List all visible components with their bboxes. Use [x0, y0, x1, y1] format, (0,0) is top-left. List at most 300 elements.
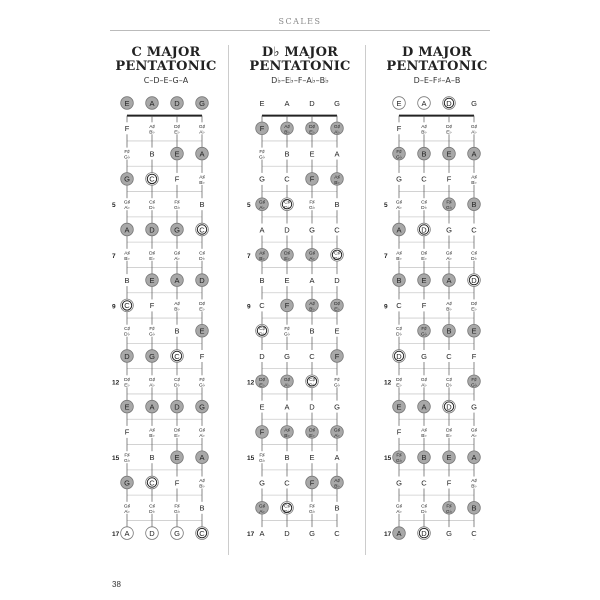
page-number: 38: [112, 580, 121, 589]
note-label-sharp: A♯: [174, 301, 180, 307]
note-label-flat: A♭: [334, 433, 340, 439]
note-label: C: [309, 351, 315, 361]
note-label: D: [446, 98, 452, 108]
scale-panel-c-major: [106, 46, 226, 87]
note-label: E: [174, 453, 180, 462]
note-label: B: [124, 275, 130, 285]
note-label-sharp: C♯: [149, 504, 155, 510]
note-label: D: [396, 351, 402, 361]
note-label-sharp: F♯: [396, 150, 402, 156]
note-label: A: [421, 98, 427, 108]
note-label: D: [446, 402, 452, 412]
note-label: A: [149, 98, 155, 108]
note-label-sharp: G♯: [333, 124, 341, 130]
note-label: A: [421, 402, 427, 412]
note-label-sharp: G♯: [148, 377, 156, 383]
note-label-sharp: A♯: [309, 301, 315, 307]
note-label-sharp: D♯: [446, 428, 452, 434]
note-label: G: [259, 174, 265, 184]
note-label: A: [199, 453, 205, 462]
note-label-flat: G♭: [446, 509, 452, 515]
note-label-sharp: A♯: [421, 428, 427, 434]
fret-number: 7: [112, 252, 116, 260]
note-label-sharp: A♯: [396, 251, 402, 257]
note-label-sharp: D♯: [199, 301, 205, 307]
fret-number: 17: [247, 531, 255, 539]
note-label-sharp: G♯: [395, 200, 403, 206]
note-label-sharp: G♯: [420, 377, 428, 383]
note-label-flat: E♭: [174, 433, 180, 439]
note-label-flat: G♭: [446, 206, 452, 212]
fret-number: 15: [384, 455, 392, 463]
note-label: D: [309, 98, 315, 108]
note-label-sharp: A♯: [199, 175, 205, 181]
note-label: C: [284, 478, 290, 488]
note-label: B: [149, 149, 155, 159]
note-label-sharp: F♯: [446, 504, 452, 510]
scale-title: [240, 46, 360, 74]
note-label-sharp: F♯: [309, 504, 315, 510]
note-label-sharp: G♯: [198, 124, 206, 130]
fret-number: 9: [384, 303, 388, 311]
note-label: G: [471, 402, 477, 412]
note-label: B: [259, 275, 265, 285]
note-label: F: [124, 427, 130, 437]
note-label-sharp: F♯: [124, 150, 130, 156]
note-label-sharp: C♯: [259, 327, 265, 333]
note-label-sharp: D♯: [396, 377, 402, 383]
note-label-sharp: G♯: [470, 124, 478, 130]
note-label: A: [396, 528, 402, 538]
note-label: B: [149, 453, 155, 462]
note-label: A: [396, 225, 402, 235]
note-label: D: [471, 275, 477, 285]
note-label: B: [334, 200, 340, 209]
note-label-flat: A♭: [421, 383, 427, 389]
header-rule: [110, 30, 490, 31]
note-label: E: [149, 275, 155, 285]
note-label: G: [149, 351, 155, 361]
fret-number: 12: [112, 379, 120, 387]
note-label-flat: D♭: [149, 206, 155, 212]
note-label-sharp: A♯: [471, 175, 477, 181]
note-label-flat: A♭: [334, 130, 340, 136]
note-label: C: [396, 301, 402, 311]
note-label-flat: D♭: [149, 509, 155, 515]
note-label-flat: G♭: [174, 509, 180, 515]
note-label: E: [174, 149, 180, 159]
note-label: D: [124, 351, 130, 361]
note-label-flat: E♭: [334, 307, 340, 313]
note-label-flat: B♭: [199, 180, 205, 186]
note-label-flat: E♭: [471, 307, 477, 313]
note-label: C: [259, 301, 265, 311]
note-label-flat: A♭: [149, 383, 155, 389]
note-label-flat: E♭: [309, 433, 315, 439]
note-label: C: [421, 478, 427, 488]
note-label: G: [334, 98, 340, 108]
fret-number: 12: [384, 379, 392, 387]
note-label-sharp: D♯: [174, 124, 180, 130]
note-label: F: [174, 174, 180, 184]
note-label: G: [334, 402, 340, 412]
note-label: B: [396, 275, 402, 285]
note-label-sharp: F♯: [421, 327, 427, 333]
fret-number: 17: [112, 531, 120, 539]
note-label: C: [149, 478, 155, 488]
note-label-sharp: A♯: [199, 479, 205, 484]
note-label: A: [471, 453, 477, 462]
note-label: D: [284, 528, 290, 538]
note-label: F: [259, 124, 265, 134]
note-label-sharp: F♯: [124, 453, 130, 459]
note-label-flat: A♭: [396, 509, 402, 515]
note-label-flat: B♭: [471, 180, 477, 186]
note-label-sharp: A♯: [421, 124, 427, 130]
note-label: C: [174, 351, 180, 361]
note-label: F: [334, 351, 340, 361]
note-label-flat: B♭: [284, 130, 290, 136]
note-label-sharp: G♯: [123, 504, 131, 510]
note-label-flat: B♭: [396, 256, 402, 262]
note-label: C: [334, 528, 340, 538]
note-label: D: [174, 98, 180, 108]
note-label-flat: E♭: [149, 256, 155, 262]
note-label: D: [174, 402, 180, 412]
note-label-flat: G♭: [396, 155, 402, 161]
note-label: C: [446, 351, 452, 361]
note-label: A: [309, 275, 315, 285]
note-label: G: [199, 402, 205, 412]
note-label: B: [309, 326, 315, 336]
note-label: E: [199, 326, 205, 336]
note-label-flat: B♭: [284, 433, 290, 439]
note-label-flat: E♭: [174, 130, 180, 136]
note-label-sharp: G♯: [333, 428, 341, 434]
note-label: B: [421, 149, 427, 159]
note-label-sharp: C♯: [334, 251, 340, 257]
note-label: C: [124, 301, 130, 311]
note-label-sharp: A♯: [334, 479, 340, 484]
note-label-sharp: G♯: [258, 504, 266, 510]
note-label-flat: A♭: [284, 383, 290, 389]
note-label-flat: A♭: [124, 206, 130, 212]
fret-number: 12: [247, 379, 255, 387]
note-label: E: [259, 402, 265, 412]
note-label: F: [446, 174, 452, 184]
note-label-flat: A♭: [199, 433, 205, 439]
note-label-flat: D♭: [446, 383, 452, 389]
scale-notes: C–D–E–G–A: [143, 76, 189, 85]
note-label-sharp: D♯: [149, 251, 155, 257]
note-label-flat: G♭: [124, 459, 130, 465]
note-label-flat: A♭: [124, 509, 130, 515]
note-label-sharp: G♯: [123, 200, 131, 206]
note-label: C: [421, 174, 427, 184]
note-label-flat: G♭: [259, 155, 265, 161]
note-label: E: [471, 326, 477, 336]
note-label-flat: A♭: [259, 206, 265, 212]
fret-number: 15: [247, 455, 255, 463]
note-label-sharp: D♯: [471, 301, 477, 307]
note-label-flat: A♭: [471, 130, 477, 136]
note-label: D: [334, 275, 340, 285]
note-label: G: [259, 478, 265, 488]
note-label-sharp: A♯: [284, 428, 290, 434]
note-label: D: [421, 225, 427, 235]
note-label-sharp: A♯: [471, 479, 477, 484]
fret-number: 5: [384, 202, 388, 210]
note-label-flat: A♭: [199, 130, 205, 136]
note-label: F: [174, 478, 180, 488]
fret-number: 9: [247, 303, 251, 311]
note-label-sharp: F♯: [334, 377, 340, 383]
note-label-sharp: D♯: [174, 428, 180, 434]
fret-number: 5: [112, 202, 116, 210]
fret-number: 5: [247, 202, 251, 210]
note-label: A: [446, 275, 452, 285]
note-label-flat: B♭: [174, 307, 180, 313]
note-label-flat: G♭: [309, 509, 315, 515]
note-label: G: [309, 225, 315, 235]
note-label-sharp: A♯: [149, 428, 155, 434]
note-label: G: [124, 174, 130, 184]
note-label: C: [471, 528, 477, 538]
note-label-flat: A♭: [174, 256, 180, 262]
scale-title-line2: PENTATONIC: [115, 59, 217, 74]
note-label: G: [396, 478, 402, 488]
scale-title-line1: C MAJOR: [131, 45, 201, 60]
note-label: D: [284, 225, 290, 235]
note-label-sharp: C♯: [421, 200, 427, 206]
note-label-flat: G♭: [174, 206, 180, 212]
note-label: G: [421, 351, 427, 361]
note-label-sharp: D♯: [124, 377, 130, 383]
scale-notes: D♭–E♭–F–A♭–B♭: [271, 76, 329, 85]
scale-title-line2: PENTATONIC: [386, 59, 488, 74]
note-label-flat: B♭: [149, 433, 155, 439]
note-label: F: [259, 427, 265, 437]
note-label-flat: E♭: [396, 383, 402, 389]
note-label-flat: B♭: [446, 307, 452, 313]
note-label-flat: E♭: [446, 433, 452, 439]
note-label: F: [124, 124, 130, 134]
note-label: A: [259, 225, 265, 235]
note-label-flat: D♭: [199, 256, 205, 262]
note-label: F: [396, 427, 402, 437]
note-label-flat: E♭: [446, 130, 452, 136]
note-label-sharp: C♯: [446, 377, 452, 383]
note-label-sharp: D♯: [259, 377, 265, 383]
note-label-flat: E♭: [421, 256, 427, 262]
note-label-sharp: C♯: [421, 504, 427, 510]
note-label: G: [471, 98, 477, 108]
note-label-flat: G♭: [396, 459, 402, 465]
note-label: F: [396, 124, 402, 134]
note-label: F: [446, 478, 452, 488]
note-label-flat: G♭: [149, 332, 155, 338]
note-label-flat: D♭: [309, 383, 315, 389]
note-label: A: [174, 275, 180, 285]
note-label: B: [471, 200, 477, 209]
note-label: C: [471, 225, 477, 235]
note-label-flat: A♭: [309, 256, 315, 262]
note-label: F: [199, 351, 205, 361]
note-label: F: [471, 351, 477, 361]
note-label: F: [421, 301, 427, 311]
note-label: E: [284, 275, 290, 285]
note-label: G: [446, 225, 452, 235]
note-label-sharp: F♯: [309, 200, 315, 206]
note-label-sharp: G♯: [395, 504, 403, 510]
note-label: A: [334, 453, 340, 462]
note-label-flat: B♭: [421, 433, 427, 439]
note-label-sharp: D♯: [334, 301, 340, 307]
note-label: G: [396, 174, 402, 184]
note-label: A: [471, 149, 477, 159]
note-label-sharp: D♯: [421, 251, 427, 257]
note-label-flat: D♭: [174, 383, 180, 389]
note-label-sharp: D♯: [284, 251, 290, 257]
note-label: G: [284, 351, 290, 361]
note-label-sharp: D♯: [446, 124, 452, 130]
note-label: A: [284, 98, 290, 108]
note-label-flat: G♭: [421, 332, 427, 338]
note-label: A: [259, 528, 265, 538]
note-label-flat: D♭: [471, 256, 477, 262]
note-label-sharp: C♯: [174, 377, 180, 383]
note-label-sharp: C♯: [396, 327, 402, 333]
note-label-sharp: C♯: [284, 200, 290, 206]
note-label-sharp: C♯: [309, 377, 315, 383]
note-label: A: [199, 149, 205, 159]
note-label-flat: G♭: [309, 206, 315, 212]
note-label-sharp: G♯: [308, 251, 316, 257]
note-label-flat: D♭: [259, 332, 265, 338]
note-label: E: [396, 98, 402, 108]
note-label-sharp: F♯: [471, 377, 477, 383]
note-label-sharp: F♯: [149, 327, 155, 333]
note-label-flat: A♭: [259, 509, 265, 515]
note-label: F: [284, 301, 290, 311]
note-label-flat: G♭: [259, 459, 265, 465]
note-label: E: [446, 453, 452, 462]
note-label: B: [284, 149, 290, 159]
note-label: C: [284, 174, 290, 184]
note-label: E: [259, 98, 265, 108]
note-label-sharp: A♯: [149, 124, 155, 130]
note-label-flat: D♭: [421, 206, 427, 212]
note-label-flat: D♭: [284, 206, 290, 212]
note-label-sharp: F♯: [284, 327, 290, 333]
note-label: F: [309, 478, 315, 488]
note-label: F: [149, 301, 155, 311]
note-label-sharp: C♯: [149, 200, 155, 206]
note-label-sharp: A♯: [259, 251, 265, 257]
note-label-flat: D♭: [396, 332, 402, 338]
scale-panel-db-major: [240, 46, 360, 87]
scale-title-line2: PENTATONIC: [249, 59, 351, 74]
note-label: D: [421, 528, 427, 538]
note-label: F: [309, 174, 315, 184]
note-label-sharp: G♯: [173, 251, 181, 257]
note-label-flat: G♭: [124, 155, 130, 161]
note-label: B: [471, 503, 477, 513]
note-label: A: [124, 225, 130, 235]
note-label: G: [446, 528, 452, 538]
note-label-sharp: G♯: [445, 251, 453, 257]
column-divider: [365, 45, 366, 555]
note-label-flat: A♭: [471, 433, 477, 439]
note-label-sharp: F♯: [259, 150, 265, 156]
note-label-flat: D♭: [124, 332, 130, 338]
note-label: B: [174, 326, 180, 336]
note-label-flat: B♭: [199, 484, 205, 490]
note-label-flat: B♭: [149, 130, 155, 136]
note-label-sharp: A♯: [284, 124, 290, 130]
note-label: C: [199, 528, 205, 538]
note-label-sharp: C♯: [124, 327, 130, 333]
note-label: G: [199, 98, 205, 108]
note-label: D: [149, 225, 155, 235]
note-label-sharp: F♯: [396, 453, 402, 459]
note-label-flat: D♭: [334, 256, 340, 262]
column-divider: [228, 45, 229, 555]
note-label: G: [309, 528, 315, 538]
fretboard-db-major: [247, 90, 357, 540]
section-title: [0, 17, 600, 26]
note-label-flat: G♭: [284, 332, 290, 338]
note-label-sharp: D♯: [309, 428, 315, 434]
fret-number: 9: [112, 303, 116, 311]
note-label-sharp: G♯: [198, 428, 206, 434]
note-label-flat: E♭: [284, 256, 290, 262]
note-label-flat: B♭: [309, 307, 315, 313]
fret-number: 15: [112, 455, 120, 463]
note-label-flat: B♭: [471, 484, 477, 490]
note-label: A: [124, 528, 130, 538]
note-label: C: [149, 174, 155, 184]
note-label-sharp: C♯: [284, 504, 290, 510]
fret-number: 7: [247, 252, 251, 260]
note-label-sharp: F♯: [174, 504, 180, 510]
scale-title-line1: D♭ MAJOR: [261, 45, 339, 60]
note-label: E: [396, 402, 402, 412]
note-label-flat: B♭: [124, 256, 130, 262]
note-label: E: [446, 149, 452, 159]
note-label: B: [199, 503, 205, 513]
note-label-sharp: F♯: [259, 453, 265, 459]
note-label: E: [124, 98, 130, 108]
note-label-sharp: C♯: [199, 251, 205, 257]
note-label: E: [309, 453, 315, 462]
note-label-flat: G♭: [471, 383, 477, 389]
note-label-flat: D♭: [421, 509, 427, 515]
fret-number: 17: [384, 531, 392, 539]
note-label-flat: E♭: [199, 307, 205, 313]
note-label-sharp: D♯: [309, 124, 315, 130]
note-label-flat: E♭: [309, 130, 315, 136]
note-label: G: [124, 478, 130, 488]
note-label: B: [199, 200, 205, 209]
note-label: D: [149, 528, 155, 538]
note-label-sharp: F♯: [446, 200, 452, 206]
section-title-text: SCALES: [272, 17, 327, 26]
note-label: D: [259, 351, 265, 361]
note-label-sharp: G♯: [258, 200, 266, 206]
note-label-flat: B♭: [259, 256, 265, 262]
note-label: G: [174, 528, 180, 538]
